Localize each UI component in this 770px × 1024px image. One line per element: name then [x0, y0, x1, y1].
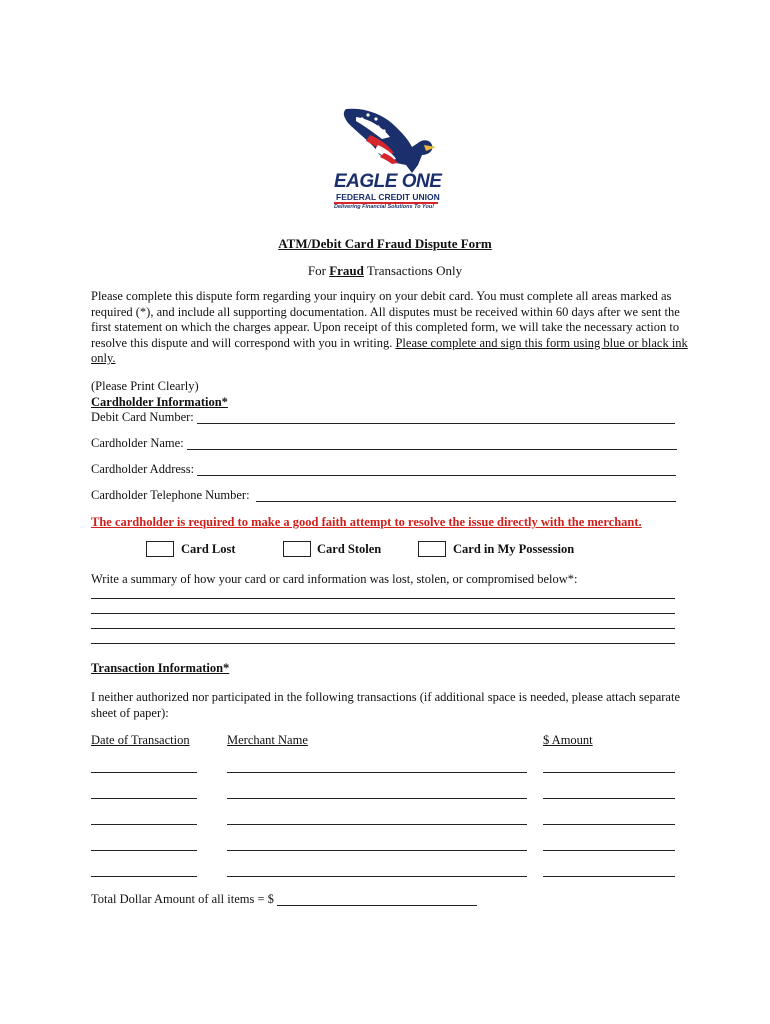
merchant-field[interactable]	[227, 876, 527, 877]
card-possession-label: Card in My Possession	[453, 542, 575, 556]
logo-tagline: Delivering Financial Solutions To You!	[334, 204, 435, 210]
total-label: Total Dollar Amount of all items = $	[91, 892, 274, 906]
merchant-field[interactable]	[227, 850, 527, 851]
amount-field[interactable]	[543, 798, 675, 799]
date-field[interactable]	[91, 798, 197, 799]
merchant-warning: The cardholder is required to make a good faith attempt to resolve the issue directly with the merchant.	[91, 515, 642, 529]
subtitle-post: Transactions Only	[363, 263, 463, 278]
cardholder-name-label: Cardholder Name:	[91, 436, 184, 450]
amount-field[interactable]	[543, 850, 675, 851]
transaction-statement: I neither authorized nor participated in the following transactions (if additional space is needed, please attach separate sheet of paper):	[91, 690, 681, 720]
subtitle-pre: For	[307, 263, 330, 278]
summary-line-4[interactable]	[91, 643, 675, 644]
merchant-field[interactable]	[227, 798, 527, 799]
eagle-icon	[326, 105, 446, 177]
cardholder-phone-label: Cardholder Telephone Number:	[91, 488, 250, 502]
amount-field[interactable]	[543, 772, 675, 773]
card-lost-checkbox[interactable]	[146, 541, 174, 557]
transaction-heading: Transaction Information*	[91, 661, 230, 675]
column-date: Date of Transaction	[91, 733, 190, 747]
summary-line-2[interactable]	[91, 613, 675, 614]
amount-field[interactable]	[543, 876, 675, 877]
summary-line-3[interactable]	[91, 628, 675, 629]
print-note: (Please Print Clearly)	[91, 379, 199, 393]
card-number-label: Debit Card Number:	[91, 410, 194, 424]
intro-text: Please complete this dispute form regarding your inquiry on your debit card. You must complete all areas marked as required (*), and include all supporting documentation. All disputes must be received within 60 days after we sent the first statement on which the charges appear. Upon receipt of this completed form, we will take the necessary action to resolve this dispute and will correspond with you in writing.	[91, 289, 680, 350]
form-title: ATM/Debit Card Fraud Dispute Form	[278, 236, 492, 251]
logo-name: EAGLE ONE	[334, 171, 442, 192]
date-field[interactable]	[91, 824, 197, 825]
cardholder-address-field[interactable]	[197, 475, 676, 476]
cardholder-address-label: Cardholder Address:	[91, 462, 195, 476]
amount-field[interactable]	[543, 824, 675, 825]
cardholder-phone-field[interactable]	[256, 501, 676, 502]
column-merchant: Merchant Name	[227, 733, 308, 747]
date-field[interactable]	[91, 876, 197, 877]
cardholder-heading: Cardholder Information*	[91, 395, 228, 409]
intro-paragraph	[91, 289, 691, 367]
merchant-field[interactable]	[227, 824, 527, 825]
column-amount: $ Amount	[543, 733, 593, 747]
date-field[interactable]	[91, 772, 197, 773]
date-field[interactable]	[91, 850, 197, 851]
card-possession-checkbox[interactable]	[418, 541, 446, 557]
logo	[326, 105, 446, 215]
cardholder-name-field[interactable]	[187, 449, 677, 450]
card-stolen-label: Card Stolen	[317, 542, 382, 556]
total-amount-field[interactable]	[277, 905, 477, 906]
summary-line-1[interactable]	[91, 598, 675, 599]
intro-underlined: Please complete and sign this form using blue or black ink only.	[91, 335, 688, 365]
merchant-field[interactable]	[227, 772, 527, 773]
logo-subtitle: FEDERAL CREDIT UNION	[336, 192, 440, 202]
card-lost-label: Card Lost	[181, 542, 236, 556]
summary-prompt: Write a summary of how your card or card information was lost, stolen, or compromised below*:	[91, 572, 578, 586]
form-subtitle	[0, 263, 770, 278]
card-stolen-checkbox[interactable]	[283, 541, 311, 557]
subtitle-bold: Fraud	[329, 263, 364, 278]
card-number-field[interactable]	[197, 423, 675, 424]
